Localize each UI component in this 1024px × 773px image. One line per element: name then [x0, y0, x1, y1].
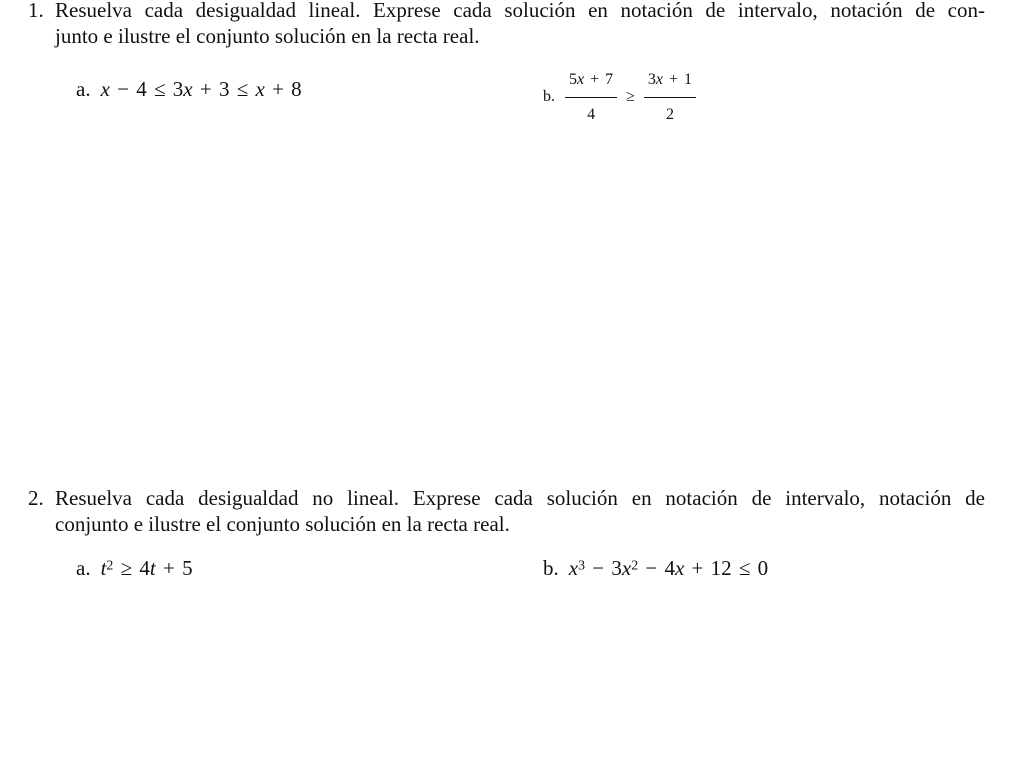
problem-2a-label: a.	[76, 556, 91, 580]
problem-1b-fraction-left	[565, 67, 617, 127]
problem-1a-label: a.	[76, 77, 91, 101]
problem-2a	[76, 555, 193, 581]
problem-2-text-line1: Resuelva cada desigualdad no lineal. Exprese cada solución en notación de intervalo, notación de	[55, 486, 985, 510]
problem-1	[28, 0, 985, 49]
problem-2-statement-line1	[28, 485, 985, 511]
problem-1-statement-line1	[28, 0, 985, 23]
fraction-numerator: 5x + 7	[565, 67, 617, 98]
problem-1-text-line1: Resuelva cada desigualdad lineal. Exprese cada solución en notación de intervalo, notación de con-	[55, 0, 985, 22]
problem-1b-label: b.	[543, 87, 555, 105]
problem-1-text-line2: junto e ilustre el conjunto solución en la recta real.	[55, 24, 480, 48]
problem-1b-relation-operator: ≥	[626, 87, 635, 105]
problem-1a-inequality: x − 4 ≤ 3x + 3 ≤ x + 8	[100, 77, 302, 101]
problem-2	[28, 485, 985, 537]
problem-1a	[76, 76, 302, 102]
problem-2-text-line2: conjunto e ilustre el conjunto solución en la recta real.	[55, 512, 510, 536]
problem-2b-inequality: $x^3 - 3x^2 - 4x + 12 \le 0$	[568, 556, 769, 580]
fraction-denominator: 4	[587, 105, 596, 123]
problem-2-number: 2.	[28, 486, 44, 510]
problem-2b-label: b.	[543, 556, 559, 580]
fraction-numerator: 3x + 1	[644, 67, 696, 98]
fraction-denominator: 2	[665, 105, 674, 123]
problem-1b-fraction-right	[644, 67, 696, 127]
problem-1-number: 1.	[28, 0, 44, 22]
problem-1b	[543, 66, 696, 127]
problem-2a-inequality: $t^2 \ge 4t + 5$	[100, 556, 193, 580]
problem-2b	[543, 555, 768, 581]
